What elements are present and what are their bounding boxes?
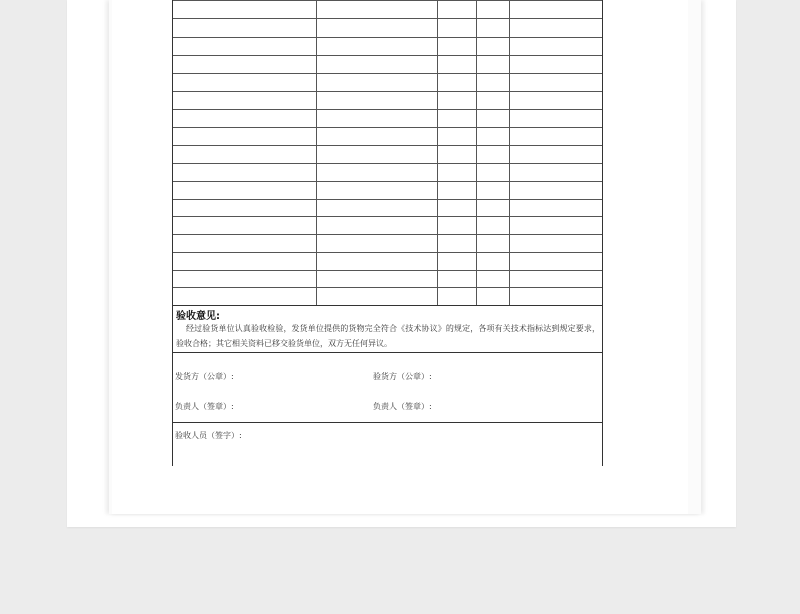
table-row-line — [173, 163, 602, 164]
table-row-line — [173, 55, 602, 56]
table-column-line — [316, 0, 317, 305]
table-row-line — [173, 145, 602, 146]
item-table — [173, 0, 602, 305]
opinion-title: 验收意见: — [176, 311, 220, 322]
table-row-line — [173, 73, 602, 74]
sender-unit-field: 发货方（公章）: — [175, 372, 234, 381]
table-row-line — [173, 37, 602, 38]
table-row-line — [173, 287, 602, 288]
table-column-line — [437, 0, 438, 305]
table-row-line — [173, 234, 602, 235]
table-column-line — [509, 0, 510, 305]
section-divider — [173, 422, 602, 423]
table-row-line — [173, 252, 602, 253]
opinion-text: 经过验货单位认真验收检验，发货单位提供的货物完全符合《技术协议》的规定，各项有关技术指标达到规定要求，验收合格；其它相关资料已移交验货单位，双方无任何异议。 — [176, 324, 600, 348]
table-column-line — [476, 0, 477, 305]
table-row-line — [173, 91, 602, 92]
table-row-line — [173, 270, 602, 271]
table-row-line — [173, 18, 602, 19]
table-row-line — [173, 181, 602, 182]
sender-person-field: 负责人（签章）: — [175, 402, 234, 411]
table-row-line — [173, 127, 602, 128]
receiver-person-field: 负责人（签章）: — [373, 402, 432, 411]
table-bottom-border — [173, 305, 602, 306]
table-row-line — [173, 109, 602, 110]
inspectors-field: 验收人员（签字）: — [175, 431, 242, 440]
section-divider — [173, 352, 602, 353]
table-row-line — [173, 216, 602, 217]
receiver-unit-field: 验货方（公章）: — [373, 372, 432, 381]
table-row-line — [173, 0, 602, 1]
acceptance-form — [172, 0, 603, 466]
table-row-line — [173, 199, 602, 200]
